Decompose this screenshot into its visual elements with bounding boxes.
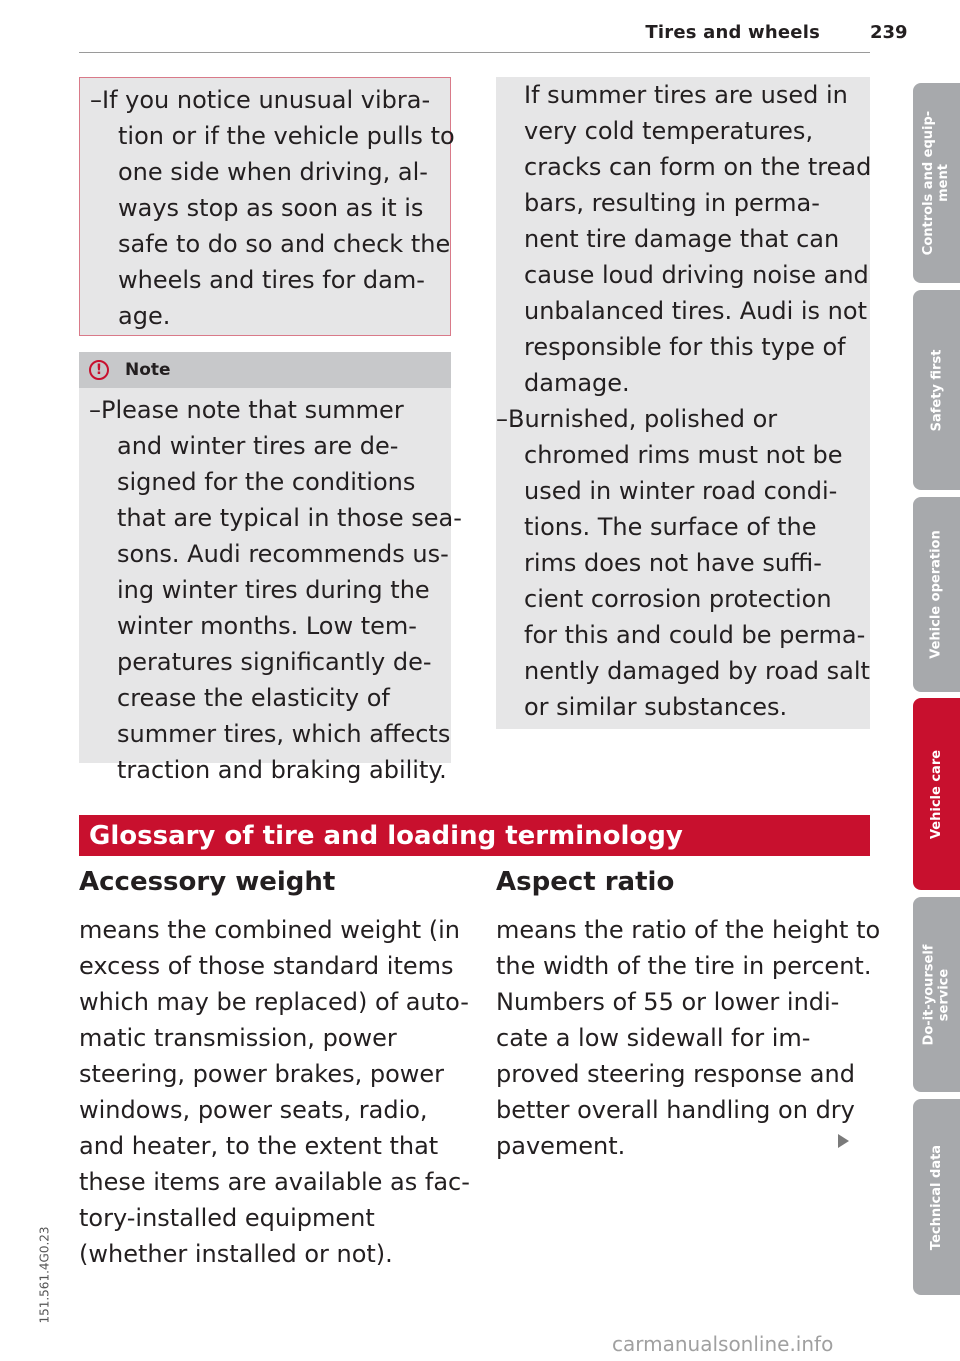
definition-line: pavement. xyxy=(496,1132,626,1160)
note-line: traction and braking ability. xyxy=(117,756,447,784)
tab-vehicle-operation[interactable] xyxy=(913,497,960,692)
tab-safety-first[interactable] xyxy=(913,290,960,490)
warning-line: age. xyxy=(118,302,171,330)
tab-label: ment xyxy=(936,164,952,202)
document-code xyxy=(36,1226,54,1324)
definition-line: cate a low sidewall for im- xyxy=(496,1024,811,1052)
note-line: crease the elasticity of xyxy=(117,684,390,712)
definition-line: the width of the tire in percent. xyxy=(496,952,872,980)
note-line: and winter tires are de- xyxy=(117,432,399,460)
definition-line: windows, power seats, radio, xyxy=(79,1096,428,1124)
note-line: for this and could be perma- xyxy=(524,621,866,649)
definition-line: better overall handling on dry xyxy=(496,1096,855,1124)
glossary-banner xyxy=(79,815,870,856)
note-line: nent tire damage that can xyxy=(524,225,840,253)
note-body-right xyxy=(496,77,870,729)
tab-label: Safety first xyxy=(929,349,945,431)
note-header xyxy=(79,352,451,388)
definition-line: steering, power brakes, power xyxy=(79,1060,445,1088)
tab-label: Do-it-yourself xyxy=(921,944,937,1045)
note-line: damage. xyxy=(524,369,630,397)
term-definition-aspect-ratio xyxy=(496,912,881,1164)
note-line: bars, resulting in perma- xyxy=(524,189,820,217)
note-line: rims does not have suffi- xyxy=(524,549,822,577)
note-line: cient corrosion protection xyxy=(524,585,832,613)
warning-box xyxy=(79,77,455,336)
note-text-right xyxy=(496,77,872,725)
tab-label: Controls and equip- xyxy=(921,110,937,256)
warning-line: one side when driving, al- xyxy=(118,158,428,186)
term-heading-aspect-ratio: Aspect ratio xyxy=(496,867,675,897)
note-line: used in winter road condi- xyxy=(524,477,838,505)
warning-text xyxy=(90,82,455,334)
note-line: responsible for this type of xyxy=(524,333,846,361)
note-line: sons. Audi recommends us- xyxy=(117,540,449,568)
warning-line: tion or if the vehicle pulls to xyxy=(118,122,455,150)
watermark: carmanualsonline.info xyxy=(612,1332,834,1356)
note-line: ing winter tires during the xyxy=(117,576,430,604)
definition-line: tory-installed equipment xyxy=(79,1204,375,1232)
tab-vehicle-care[interactable] xyxy=(913,698,960,890)
tab-label: Technical data xyxy=(929,1144,944,1250)
note-line: or similar substances. xyxy=(524,693,788,721)
note-line: nently damaged by road salt xyxy=(524,657,870,685)
note-line: signed for the conditions xyxy=(117,468,416,496)
definition-line: and heater, to the extent that xyxy=(79,1132,439,1160)
header-rule xyxy=(79,52,870,53)
triangle-right-icon xyxy=(838,1134,849,1148)
tab-label: Vehicle operation xyxy=(929,530,945,659)
note-line: summer tires, which affects xyxy=(117,720,451,748)
definition-line: these items are available as fac- xyxy=(79,1168,470,1196)
note-line: very cold temperatures, xyxy=(524,117,814,145)
definition-line: means the ratio of the height to xyxy=(496,916,881,944)
definition-line: Numbers of 55 or lower indi- xyxy=(496,988,840,1016)
note-line: unbalanced tires. Audi is not xyxy=(524,297,867,325)
tab-label: service xyxy=(936,968,952,1021)
note-text-left xyxy=(89,392,462,788)
definition-line: means the combined weight (in xyxy=(79,916,460,944)
warning-line: –If you notice unusual vibra- xyxy=(90,86,431,114)
note-body-left xyxy=(79,388,462,784)
definition-line: proved steering response and xyxy=(496,1060,855,1088)
note-line: peratures significantly de- xyxy=(117,648,432,676)
document-code-text: 151.561.4G0.23 xyxy=(38,1226,52,1324)
tab-label: Vehicle care xyxy=(929,749,944,839)
definition-line: which may be replaced) of auto- xyxy=(79,988,469,1016)
definition-line: matic transmission, power xyxy=(79,1024,397,1052)
section-title: Tires and wheels xyxy=(645,22,820,43)
warning-line: ways stop as soon as it is xyxy=(118,194,424,222)
term-definition-accessory-weight xyxy=(79,912,470,1272)
tab-do-it-yourself-service[interactable] xyxy=(913,897,960,1092)
tab-technical-data[interactable] xyxy=(913,1099,960,1295)
definition-line: (whether installed or not). xyxy=(79,1240,393,1268)
warning-line: wheels and tires for dam- xyxy=(118,266,425,294)
tab-controls-and-equipment[interactable] xyxy=(913,83,960,283)
note-line: –Burnished, polished or xyxy=(496,405,778,433)
glossary-title: Glossary of tire and loading terminology xyxy=(89,820,683,851)
note-line: chromed rims must not be xyxy=(524,441,843,469)
note-line: If summer tires are used in xyxy=(524,81,848,109)
term-heading-accessory-weight: Accessory weight xyxy=(79,867,336,897)
definition-line: excess of those standard items xyxy=(79,952,454,980)
note-line: winter months. Low tem- xyxy=(117,612,417,640)
warning-line: safe to do so and check the xyxy=(118,230,451,258)
note-line: cause loud driving noise and xyxy=(524,261,869,289)
exclamation-circle-icon: ! xyxy=(89,360,109,380)
page-number: 239 xyxy=(870,22,908,43)
note-line: cracks can form on the tread xyxy=(524,153,872,181)
note-line: that are typical in those sea- xyxy=(117,504,462,532)
note-label: Note xyxy=(125,360,171,380)
note-line: –Please note that summer xyxy=(89,396,404,424)
note-line: tions. The surface of the xyxy=(524,513,817,541)
